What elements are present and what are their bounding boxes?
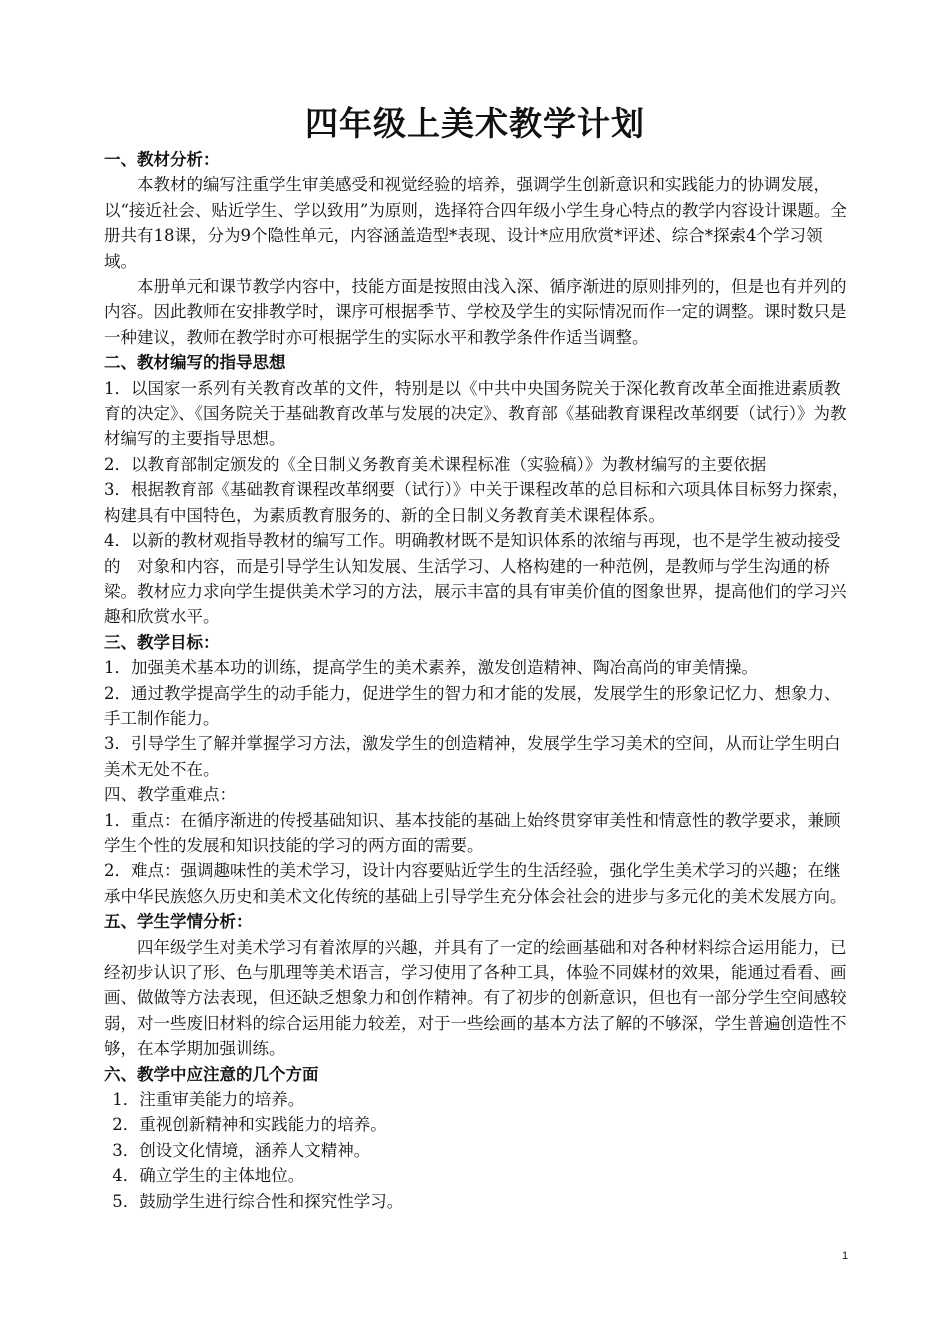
paragraph: 本册单元和课节教学内容中，技能方面是按照由浅入深、循序渐进的原则排列的，但是也有并列的内容。因此教师在安排教学时，课序可根据季节、学校及学生的实际情况而作一定的调整。课时数只是一种建议，教师在教学时亦可根据学生的实际水平和教学条件作适当调整。 xyxy=(104,277,847,347)
list-item: 2．以教育部制定颁发的《全日制义务教育美术课程标准（实验稿）》为教材编写的主要依据 xyxy=(104,454,767,474)
paragraph: 四年级学生对美术学习有着浓厚的兴趣，并具有了一定的绘画基础和对各种材料综合运用能力，已经初步认识了形、色与肌理等美术语言，学习使用了各种工具，体验不同媒材的效果，能通过看看、画画、做做等方法表现，但还缺乏想象力和创作精神。有了初步的创新意识，但也有一部分学生空间感较弱，对一些废旧材料的综合运用能力较差，对于一些绘画的基本方法了解的不够深，学生普遍创造性不够，在本学期加强训练。 xyxy=(104,937,847,1059)
section-heading-teaching-goals: 三、教学目标： xyxy=(104,632,220,652)
list-item: 4．确立学生的主体地位。 xyxy=(112,1166,305,1186)
list-item: 3．创设文化情境，涵养人文精神。 xyxy=(112,1140,371,1160)
section-heading-textbook-analysis: 一、教材分析： xyxy=(104,150,220,169)
section-heading-student-analysis: 五、学生学情分析： xyxy=(104,912,253,932)
section-heading-key-points: 四、教学重难点： xyxy=(104,785,236,805)
section-heading-teaching-notes: 六、教学中应注意的几个方面 xyxy=(104,1064,319,1084)
document-body xyxy=(104,147,852,1214)
page-number: 1 xyxy=(842,1250,849,1262)
list-item: 3．根据教育部《基础教育课程改革纲要（试行）》中关于课程改革的总目标和六项具体目标努力探索，构建具有中国特色，为素质教育服务的、新的全日制义务教育美术课程体系。 xyxy=(104,480,849,525)
list-item: 1．以国家一系列有关教育改革的文件，特别是以《中共中央国务院关于深化教育改革全面推进素质教育的决定》、《国务院关于基础教育改革与发展的决定》、教育部《基础教育课程改革纲要（试行）》为教材编写的主要指导思想。 xyxy=(104,378,847,449)
paragraph: 本教材的编写注重学生审美感受和视觉经验的培养，强调学生创新意识和实践能力的协调发展，以“接近社会、贴近学生、学以致用”为原则，选择符合四年级小学生身心特点的教学内容设计课题。全册共有18课，分为9个隐性单元，内容涵盖造型*表现、设计*应用欣赏*评述、综合*探索4个学习领域。 xyxy=(104,175,847,271)
document-title: 四年级上美术教学计划 xyxy=(305,104,645,143)
list-item: 5．鼓励学生进行综合性和探究性学习。 xyxy=(112,1191,404,1211)
list-item: 4．以新的教材观指导教材的编写工作。明确教材既不是知识体系的浓缩与再现，也不是学生被动接受的 对象和内容，而是引导学生认知发展、生活学习、人格构建的一种范例，是教师与学生沟通的桥梁。教材应力求向学生提供美术学习的方法，展示丰富的具有审美价值的图象世界，提高他们的学习兴趣和欣赏水平。 xyxy=(104,531,847,627)
list-item: 2．通过教学提高学生的动手能力，促进学生的智力和才能的发展，发展学生的形象记忆力、想象力、手工制作能力。 xyxy=(104,683,841,728)
list-item: 1．加强美术基本功的训练，提高学生的美术素养，激发创造精神、陶冶高尚的审美情操。 xyxy=(104,658,758,678)
list-item: 1．注重审美能力的培养。 xyxy=(112,1090,305,1110)
list-item: 2．重视创新精神和实践能力的培养。 xyxy=(112,1115,387,1135)
list-item: 2．难点：强调趣味性的美术学习，设计内容要贴近学生的生活经验，强化学生美术学习的兴趣；在继承中华民族悠久历史和美术文化传统的基础上引导学生充分体会社会的进步与多元化的美术发展方向。 xyxy=(104,861,847,906)
section-heading-guiding-ideas: 二、教材编写的指导思想 xyxy=(104,353,286,373)
list-item: 3．引导学生了解并掌握学习方法，激发学生的创造精神，发展学生学习美术的空间，从而让学生明白美术无处不在。 xyxy=(104,734,841,779)
list-item: 1．重点：在循序渐进的传授基础知识、基本技能的基础上始终贯穿审美性和情意性的教学要求，兼顾学生个性的发展和知识技能的学习的两方面的需要。 xyxy=(104,810,841,855)
